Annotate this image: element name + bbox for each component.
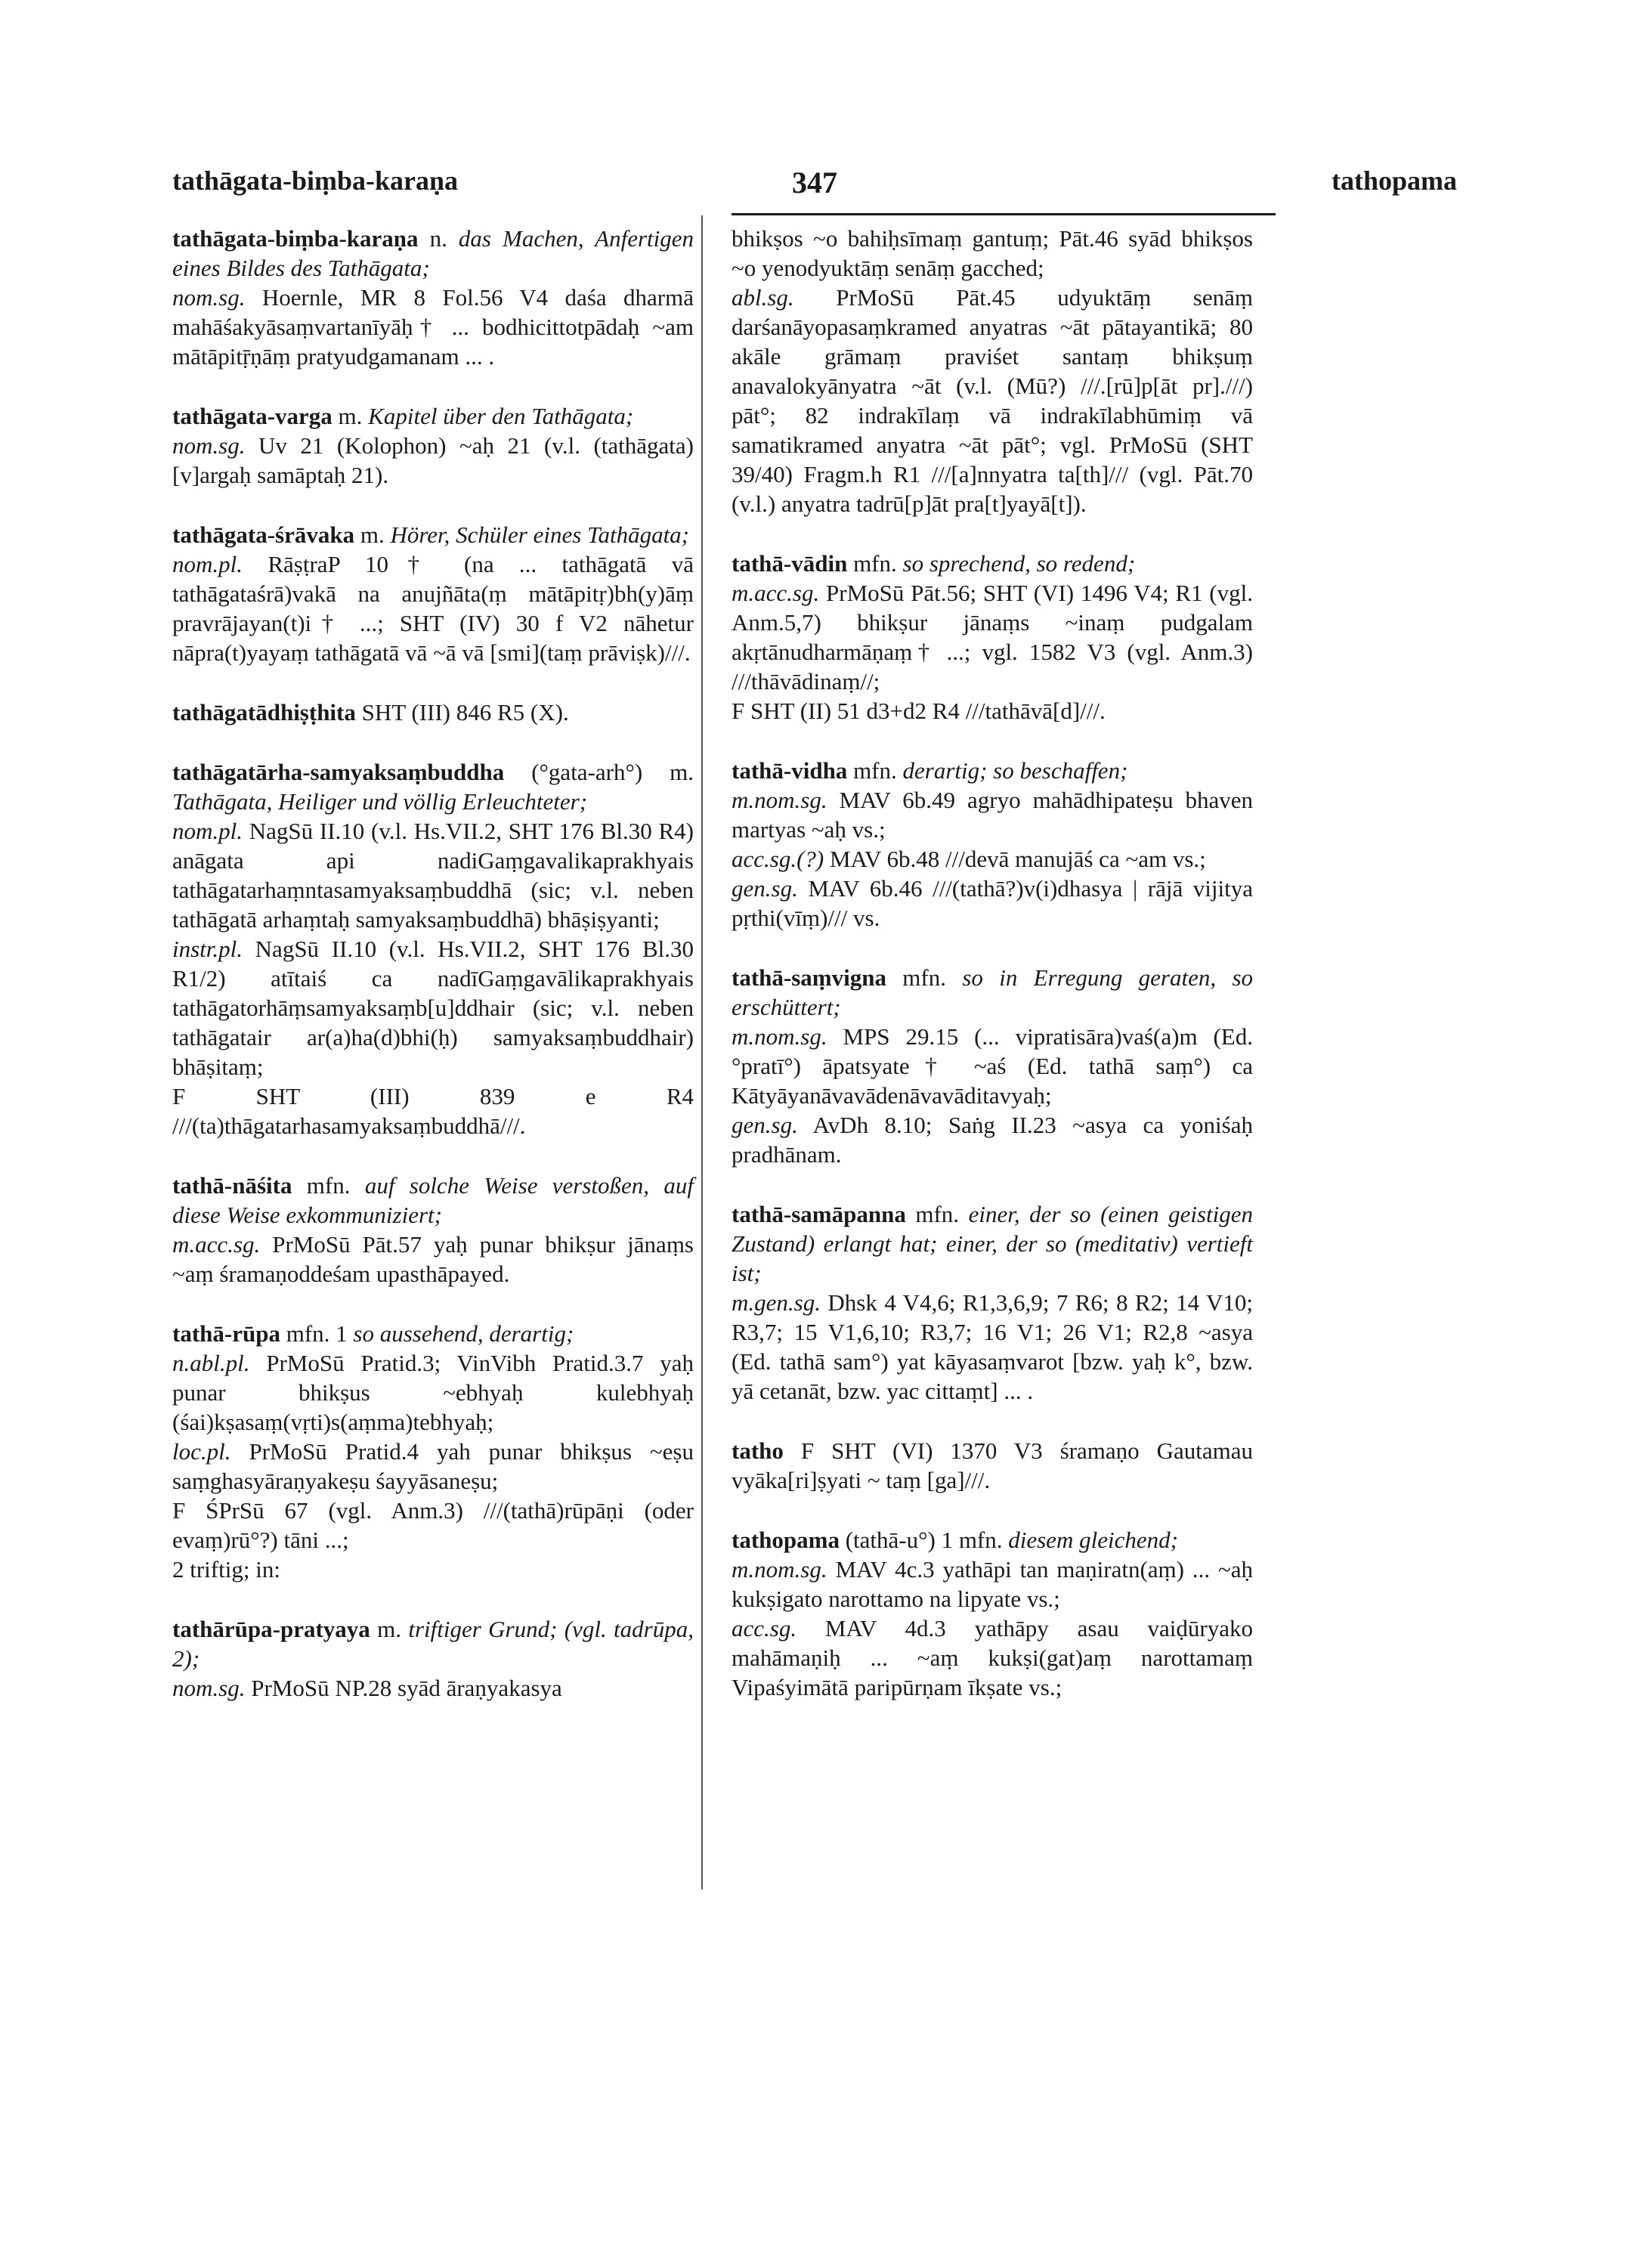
entry-definition bbox=[732, 549, 1253, 578]
citation-line bbox=[172, 1081, 694, 1140]
entry-grammar: (°gata-arh°) m. bbox=[504, 759, 694, 785]
dictionary-entry bbox=[732, 963, 1253, 1169]
entry-definition bbox=[172, 224, 694, 283]
entry-definition bbox=[172, 1614, 694, 1673]
entry-grammar: m. bbox=[370, 1616, 409, 1642]
citation-text: Hoernle, MR 8 Fol.56 V4 daśa dharmā mahāśakyāsaṃvartanīyāḥ† ... bodhicittotpādaḥ ~am mātāpitṝṇāṃ pratyudgamanam ... . bbox=[172, 284, 694, 370]
entry-headword: tathā-vidha bbox=[732, 757, 848, 784]
entry-gloss: diesem gleichend; bbox=[1008, 1527, 1178, 1553]
dictionary-entry bbox=[172, 401, 694, 490]
dictionary-entry bbox=[732, 549, 1253, 726]
dictionary-entry bbox=[172, 1614, 694, 1703]
entry-gloss: das Machen, Anfertigen eines Bildes des Tathāgata; bbox=[172, 225, 694, 281]
grammatical-label: acc.sg. bbox=[732, 1615, 797, 1641]
entry-grammar: n. bbox=[418, 225, 459, 252]
citation-line bbox=[172, 1496, 694, 1555]
citation-text: F ŚPrSū 67 (vgl. Anm.3) ///(tathā)rūpāṇi (oder evaṃ)rū°?) tāni ...; bbox=[172, 1497, 694, 1553]
header-right-headword: tathopama bbox=[1331, 166, 1457, 196]
entry-definition bbox=[172, 1319, 694, 1348]
citation-line bbox=[172, 431, 694, 490]
entry-gloss: Hörer, Schüler eines Tathāgata; bbox=[390, 521, 690, 548]
entry-grammar: mfn. bbox=[847, 550, 903, 577]
entry-headword: tathārūpa-pratyaya bbox=[172, 1616, 370, 1642]
header-rule bbox=[732, 213, 1276, 215]
citation-line bbox=[732, 785, 1253, 844]
grammatical-label: m.gen.sg. bbox=[732, 1289, 821, 1316]
entry-headword: tathāgatādhiṣṭhita bbox=[172, 699, 356, 726]
grammatical-label: nom.sg. bbox=[172, 1675, 246, 1701]
grammatical-label: m.nom.sg. bbox=[732, 787, 827, 813]
citation-text: PrMoSū Pāt.57 yaḥ punar bhikṣur jānaṃs ~aṃ śramaṇoddeśam upasthāpayed. bbox=[172, 1231, 694, 1287]
entry-grammar: mfn. bbox=[886, 964, 963, 991]
entry-gloss: Tathāgata, Heiliger und völlig Erleuchteter; bbox=[172, 788, 588, 815]
entry-gloss: so in Erregung geraten, so erschüttert; bbox=[732, 964, 1254, 1020]
entry-headword: tathāgata-śrāvaka bbox=[172, 521, 355, 548]
left-column bbox=[172, 224, 694, 1733]
grammatical-label: nom.sg. bbox=[172, 432, 246, 459]
citation-line bbox=[732, 1022, 1253, 1110]
citation-line bbox=[732, 1110, 1253, 1169]
citation-text: AvDh 8.10; Saṅg II.23 ~asya ca yoniśaḥ pradhānam. bbox=[732, 1112, 1253, 1168]
grammatical-label: acc.sg.(?) bbox=[732, 846, 824, 872]
citation-text: F SHT (II) 51 d3+d2 R4 ///tathāvā[d]///. bbox=[732, 698, 1106, 724]
entry-grammar: mfn. 1 bbox=[280, 1320, 354, 1347]
entry-headword: tathā-rūpa bbox=[172, 1320, 280, 1347]
entry-headword: tathā-saṃvigna bbox=[732, 964, 886, 991]
entry-definition bbox=[732, 1199, 1253, 1288]
grammatical-label: m.acc.sg. bbox=[732, 580, 820, 606]
citation-line bbox=[732, 874, 1253, 933]
grammatical-label: gen.sg. bbox=[732, 1112, 798, 1138]
citation-line bbox=[732, 1614, 1253, 1702]
citation-line bbox=[172, 934, 694, 1081]
citation-line bbox=[732, 283, 1253, 518]
citation-line bbox=[172, 1437, 694, 1496]
entry-grammar: mfn. bbox=[292, 1172, 365, 1199]
entry-definition bbox=[172, 1171, 694, 1230]
entry-definition bbox=[732, 1436, 1253, 1495]
citation-line bbox=[172, 1348, 694, 1437]
dictionary-entry bbox=[172, 224, 694, 371]
entry-headword: tathā-samāpanna bbox=[732, 1201, 906, 1227]
grammatical-label: instr.pl. bbox=[172, 936, 243, 962]
entry-gloss: triftiger Grund; (vgl. tadrūpa, 2); bbox=[172, 1616, 694, 1672]
entry-grammar: (tathā-u°) 1 mfn. bbox=[839, 1527, 1009, 1553]
entry-headword: tatho bbox=[732, 1437, 784, 1464]
dictionary-entry bbox=[172, 1171, 694, 1289]
grammatical-label: nom.sg. bbox=[172, 284, 246, 311]
citation-text: NagSū II.10 (v.l. Hs.VII.2, SHT 176 Bl.30 R1/2) atītaiś ca nadīGaṃgavālikaprakhyais tathāgatorhāṃsamyaksaṃb[u]ddhair (sic; v.l. neben tathāgatair ar(a)ha(d)bhi(ḥ) samyaksaṃbuddhair) bhāṣitaṃ; bbox=[172, 936, 694, 1080]
entry-gloss: so sprechend, so redend; bbox=[902, 550, 1136, 577]
grammatical-label: nom.pl. bbox=[172, 551, 243, 577]
grammatical-label: gen.sg. bbox=[732, 875, 798, 902]
citation-line bbox=[732, 844, 1253, 874]
right-column bbox=[732, 224, 1253, 1732]
citation-text: MAV 4d.3 yathāpy asau vaiḍūryako mahāmaṇiḥ ... ~aṃ kukṣi(gat)aṃ narottamaṃ Vipaśyimātā paripūrṇam īkṣate vs.; bbox=[732, 1615, 1253, 1700]
column-divider bbox=[701, 215, 703, 1889]
citation-text: bhikṣos ~o bahiḥsīmaṃ gantuṃ; Pāt.46 syād bhikṣos ~o yenodyuktāṃ senāṃ gacched; bbox=[732, 225, 1253, 281]
citation-text: PrMoSū NP.28 syād āraṇyakasya bbox=[245, 1675, 562, 1701]
citation-line bbox=[172, 1555, 694, 1584]
citation-text: PrMoSū Pratid.3; VinVibh Pratid.3.7 yaḥ punar bhikṣus ~ebhyaḥ kulebhyaḥ (śai)kṣasaṃ(vṛti)s(aṃma)tebhyaḥ; bbox=[172, 1350, 694, 1435]
dictionary-entry bbox=[732, 1436, 1253, 1495]
entry-definition bbox=[732, 1525, 1253, 1555]
entry-grammar: mfn. bbox=[905, 1201, 969, 1227]
dictionary-entry bbox=[172, 757, 694, 1140]
dictionary-entry bbox=[172, 698, 694, 727]
entry-headword: tathāgata-varga bbox=[172, 403, 333, 429]
entry-definition bbox=[172, 401, 694, 431]
grammatical-label: m.nom.sg. bbox=[732, 1023, 827, 1050]
entry-headword: tathāgatārha-samyaksaṃbuddha bbox=[172, 759, 505, 785]
citation-text: PrMoSū Pāt.56; SHT (VI) 1496 V4; R1 (vgl. Anm.5,7) bhikṣur jānaṃs ~inaṃ pudgalam akṛtānudharmāṇaṃ† ...; vgl. 1582 V3 (vgl. Anm.3) ///thāvādinaṃ//; bbox=[732, 580, 1253, 695]
grammatical-label: abl.sg. bbox=[732, 284, 794, 311]
entry-headword: tathā-vādin bbox=[732, 550, 848, 577]
citation-line bbox=[732, 1555, 1253, 1614]
dictionary-entry bbox=[732, 756, 1253, 933]
grammatical-label: m.nom.sg. bbox=[732, 1556, 827, 1583]
citation-text: F SHT (III) 839 e R4 ///(ta)thāgatarhasamyaksaṃbuddhā///. bbox=[172, 1083, 694, 1139]
entry-grammar: mfn. bbox=[847, 757, 903, 784]
dictionary-entry bbox=[732, 224, 1253, 518]
citation-line bbox=[732, 578, 1253, 696]
citation-line bbox=[172, 283, 694, 371]
dictionary-entry bbox=[732, 1199, 1253, 1406]
grammatical-label: loc.pl. bbox=[172, 1438, 231, 1465]
citation-text: MAV 6b.49 agryo mahādhipateṣu bhaven martyas ~aḥ vs.; bbox=[732, 787, 1253, 843]
dictionary-entry bbox=[172, 520, 694, 667]
citation-text: RāṣṭraP 10† (na ... tathāgatā vā tathāgataśrā)vakā na anujñāta(ṃ mātāpitṛ)bh(y)āṃ pravrājayan(t)i† ...; SHT (IV) 30 f V2 nāhetur nāpra(t)yayaṃ tathāgatā vā ~ā vā [smi](taṃ prāviṣk)///. bbox=[172, 551, 694, 666]
page-number: 347 bbox=[792, 166, 837, 200]
citation-text: NagSū II.10 (v.l. Hs.VII.2, SHT 176 Bl.30 R4) anāgata api nadiGaṃgavalikaprakhyais tathāgatarhaṃntasamyaksaṃbuddhā (sic; v.l. neben tathāgatā arhaṃtaḥ samyaksaṃbuddhā) bhāṣiṣyanti; bbox=[172, 818, 694, 933]
entry-grammar: SHT (III) 846 R5 (X). bbox=[355, 699, 569, 726]
entry-gloss: so aussehend, derartig; bbox=[353, 1320, 574, 1347]
entry-grammar: m. bbox=[332, 403, 369, 429]
citation-text: Dhsk 4 V4,6; R1,3,6,9; 7 R6; 8 R2; 14 V10; R3,7; 15 V1,6,10; R3,7; 16 V1; 26 V1; R2,8 ~asya (Ed. tathā sam°) yat kāyasaṃvarot [bzw. yaḥ k°, bzw. yā cetanāt, bzw. yac cittaṃt] ... . bbox=[732, 1289, 1253, 1404]
citation-line bbox=[172, 1230, 694, 1289]
entry-gloss: Kapitel über den Tathāgata; bbox=[368, 403, 634, 429]
citation-line bbox=[732, 224, 1253, 283]
entry-definition bbox=[172, 698, 694, 727]
entry-definition bbox=[732, 963, 1253, 1022]
citation-text: MAV 4c.3 yathāpi tan maṇiratn(aṃ) ... ~aḥ kukṣigato narottamo na lipyate vs.; bbox=[732, 1556, 1253, 1612]
running-header bbox=[172, 165, 1457, 210]
entry-grammar: F SHT (VI) 1370 V3 śramaṇo Gautamau vyāka[ri]ṣyati ~ taṃ [ga]///. bbox=[732, 1437, 1253, 1493]
citation-text: Uv 21 (Kolophon) ~aḥ 21 (v.l. (tathāgata)[v]argaḥ samāptaḥ 21). bbox=[172, 432, 694, 488]
entry-headword: tathopama bbox=[732, 1527, 840, 1553]
entry-definition bbox=[172, 757, 694, 816]
citation-text: PrMoSū Pāt.45 udyuktāṃ senāṃ darśanāyopasaṃkramed anyatras ~āt pātayantikā; 80 akāle grāmaṃ praviśet santaṃ bhikṣuṃ anavalokyānyatra ~āt (v.l. (Mū?) ///.[rū]p[āt pr].///) pāt°; 82 indrakīlaṃ vā indrakīlabhūmiṃ vā samatikramed anyatra ~āt pāt°; vgl. PrMoSū (SHT 39/40) Fragm.h R1 ///[a]nnyatra ta[th]/// (vgl. Pāt.70 (v.l.) anyatra tadrū[p]āt pra[t]yayā[t]). bbox=[732, 284, 1253, 517]
grammatical-label: m.acc.sg. bbox=[172, 1231, 261, 1258]
citation-line bbox=[172, 816, 694, 934]
citation-line bbox=[172, 549, 694, 667]
citation-text: MPS 29.15 (... vipratisāra)vaś(a)m (Ed. °pratī°) āpatsyate† ~aś (Ed. tathā saṃ°) ca Kātyāyanāvavādenāvavāditavyaḥ; bbox=[732, 1023, 1253, 1109]
entry-gloss: auf solche Weise verstoßen, auf diese Weise exkommuniziert; bbox=[172, 1172, 694, 1228]
entry-headword: tathā-nāśita bbox=[172, 1172, 292, 1199]
citation-text: MAV 6b.46 ///(tathā?)v(i)dhasya | rājā vijitya pṛthi(vīṃ)/// vs. bbox=[732, 875, 1253, 931]
entry-gloss: derartig; so beschaffen; bbox=[902, 757, 1128, 784]
grammatical-label: nom.pl. bbox=[172, 818, 243, 844]
header-left-headword: tathāgata-biṃba-karaṇa bbox=[172, 166, 459, 196]
entry-gloss: einer, der so (einen geistigen Zustand) erlangt hat; einer, der so (meditativ) vertieft ist; bbox=[732, 1201, 1254, 1286]
citation-text: 2 triftig; in: bbox=[172, 1556, 280, 1583]
citation-line bbox=[732, 1288, 1253, 1406]
dictionary-entry bbox=[172, 1319, 694, 1584]
citation-line bbox=[172, 1673, 694, 1703]
citation-line bbox=[732, 696, 1253, 726]
grammatical-label: n.abl.pl. bbox=[172, 1350, 250, 1376]
entry-definition bbox=[172, 520, 694, 549]
entry-grammar: m. bbox=[354, 521, 391, 548]
entry-headword: tathāgata-biṃba-karaṇa bbox=[172, 225, 419, 252]
citation-text: MAV 6b.48 ///devā manujāś ca ~am vs.; bbox=[824, 846, 1206, 872]
citation-text: PrMoSū Pratid.4 yah punar bhikṣus ~eṣu saṃghasyāraṇyakeṣu śayyāsaneṣu; bbox=[172, 1438, 694, 1494]
dictionary-entry bbox=[732, 1525, 1253, 1702]
entry-definition bbox=[732, 756, 1253, 785]
